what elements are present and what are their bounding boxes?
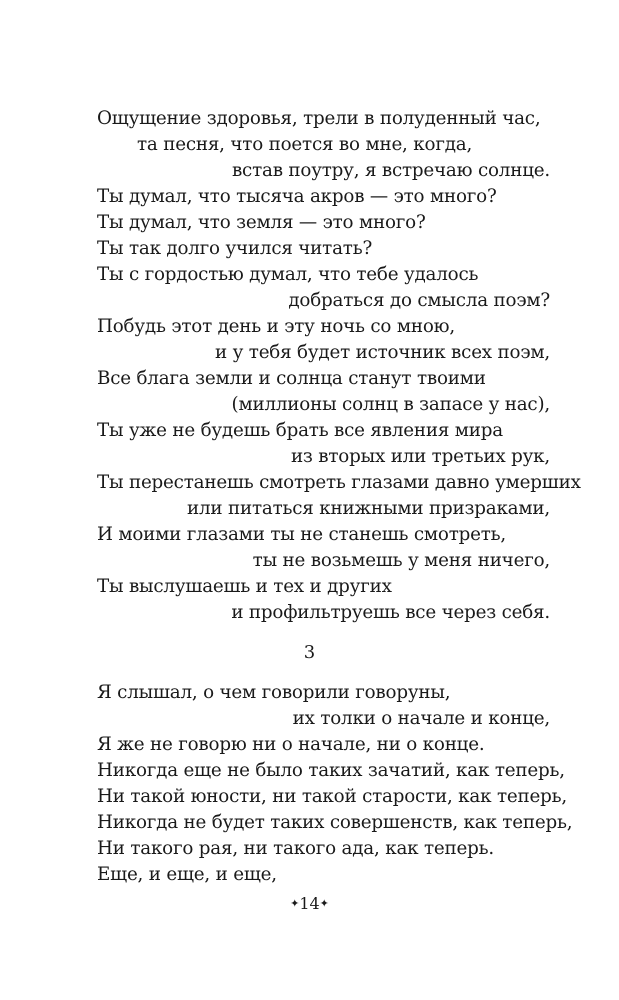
poem-line: Ты думал, что тысяча акров — это много?: [97, 186, 497, 207]
poem-line: Ты перестанешь смотреть глазами давно умерших: [97, 472, 581, 493]
poem-line: добраться до смысла поэм?: [288, 290, 550, 311]
poem-line: Ты с гордостью думал, что тебе удалось: [97, 264, 479, 285]
poem-line: та песня, что поется во мне, когда,: [137, 134, 473, 155]
poem-line: ты не возьмешь у меня ничего,: [252, 550, 550, 571]
page-number-folio: [0, 893, 619, 915]
poem-line: Побудь этот день и эту ночь со мною,: [97, 316, 455, 337]
page-number: 14: [299, 894, 320, 913]
poem-line: Ни такого рая, ни такого ада, как теперь.: [97, 838, 494, 859]
poem-line: И моими глазами ты не станешь смотреть,: [97, 524, 507, 545]
poem-line: и профильтруешь все через себя.: [231, 602, 550, 623]
poem-line: Ощущение здоровья, трели в полуденный час,: [97, 108, 541, 129]
section-number: 3: [303, 642, 316, 663]
ornament-left-icon: ✦: [290, 897, 300, 910]
poem-line: Ни такой юности, ни такой старости, как теперь,: [97, 786, 567, 807]
poem-line: Все блага земли и солнца станут твоими: [97, 368, 486, 389]
poem-line: Я слышал, о чем говорили говоруны,: [97, 682, 451, 703]
poem-line: Ты уже не будешь брать все явления мира: [97, 420, 503, 441]
poem-line: встав поутру, я встречаю солнце.: [231, 160, 550, 181]
poem-line: или питаться книжными призраками,: [187, 498, 550, 519]
poem-line: Ты так долго учился читать?: [97, 238, 373, 259]
poem-line: их толки о начале и конце,: [292, 708, 550, 729]
poem-line: (миллионы солнц в запасе у нас),: [231, 394, 550, 415]
ornament-right-icon: ✦: [319, 897, 329, 910]
poem-line: Я же не говорю ни о начале, ни о конце.: [97, 734, 485, 755]
poem-line: Ты думал, что земля — это много?: [97, 212, 426, 233]
poem-line: Ты выслушаешь и тех и других: [97, 576, 392, 597]
poem-line: из вторых или третьих рук,: [290, 446, 550, 467]
poem-line: и у тебя будет источник всех поэм,: [215, 342, 550, 363]
poem-line: Еще, и еще, и еще,: [97, 864, 277, 885]
poem-line: Никогда еще не было таких зачатий, как теперь,: [97, 760, 565, 781]
poem-line: Никогда не будет таких совершенств, как теперь,: [97, 812, 573, 833]
